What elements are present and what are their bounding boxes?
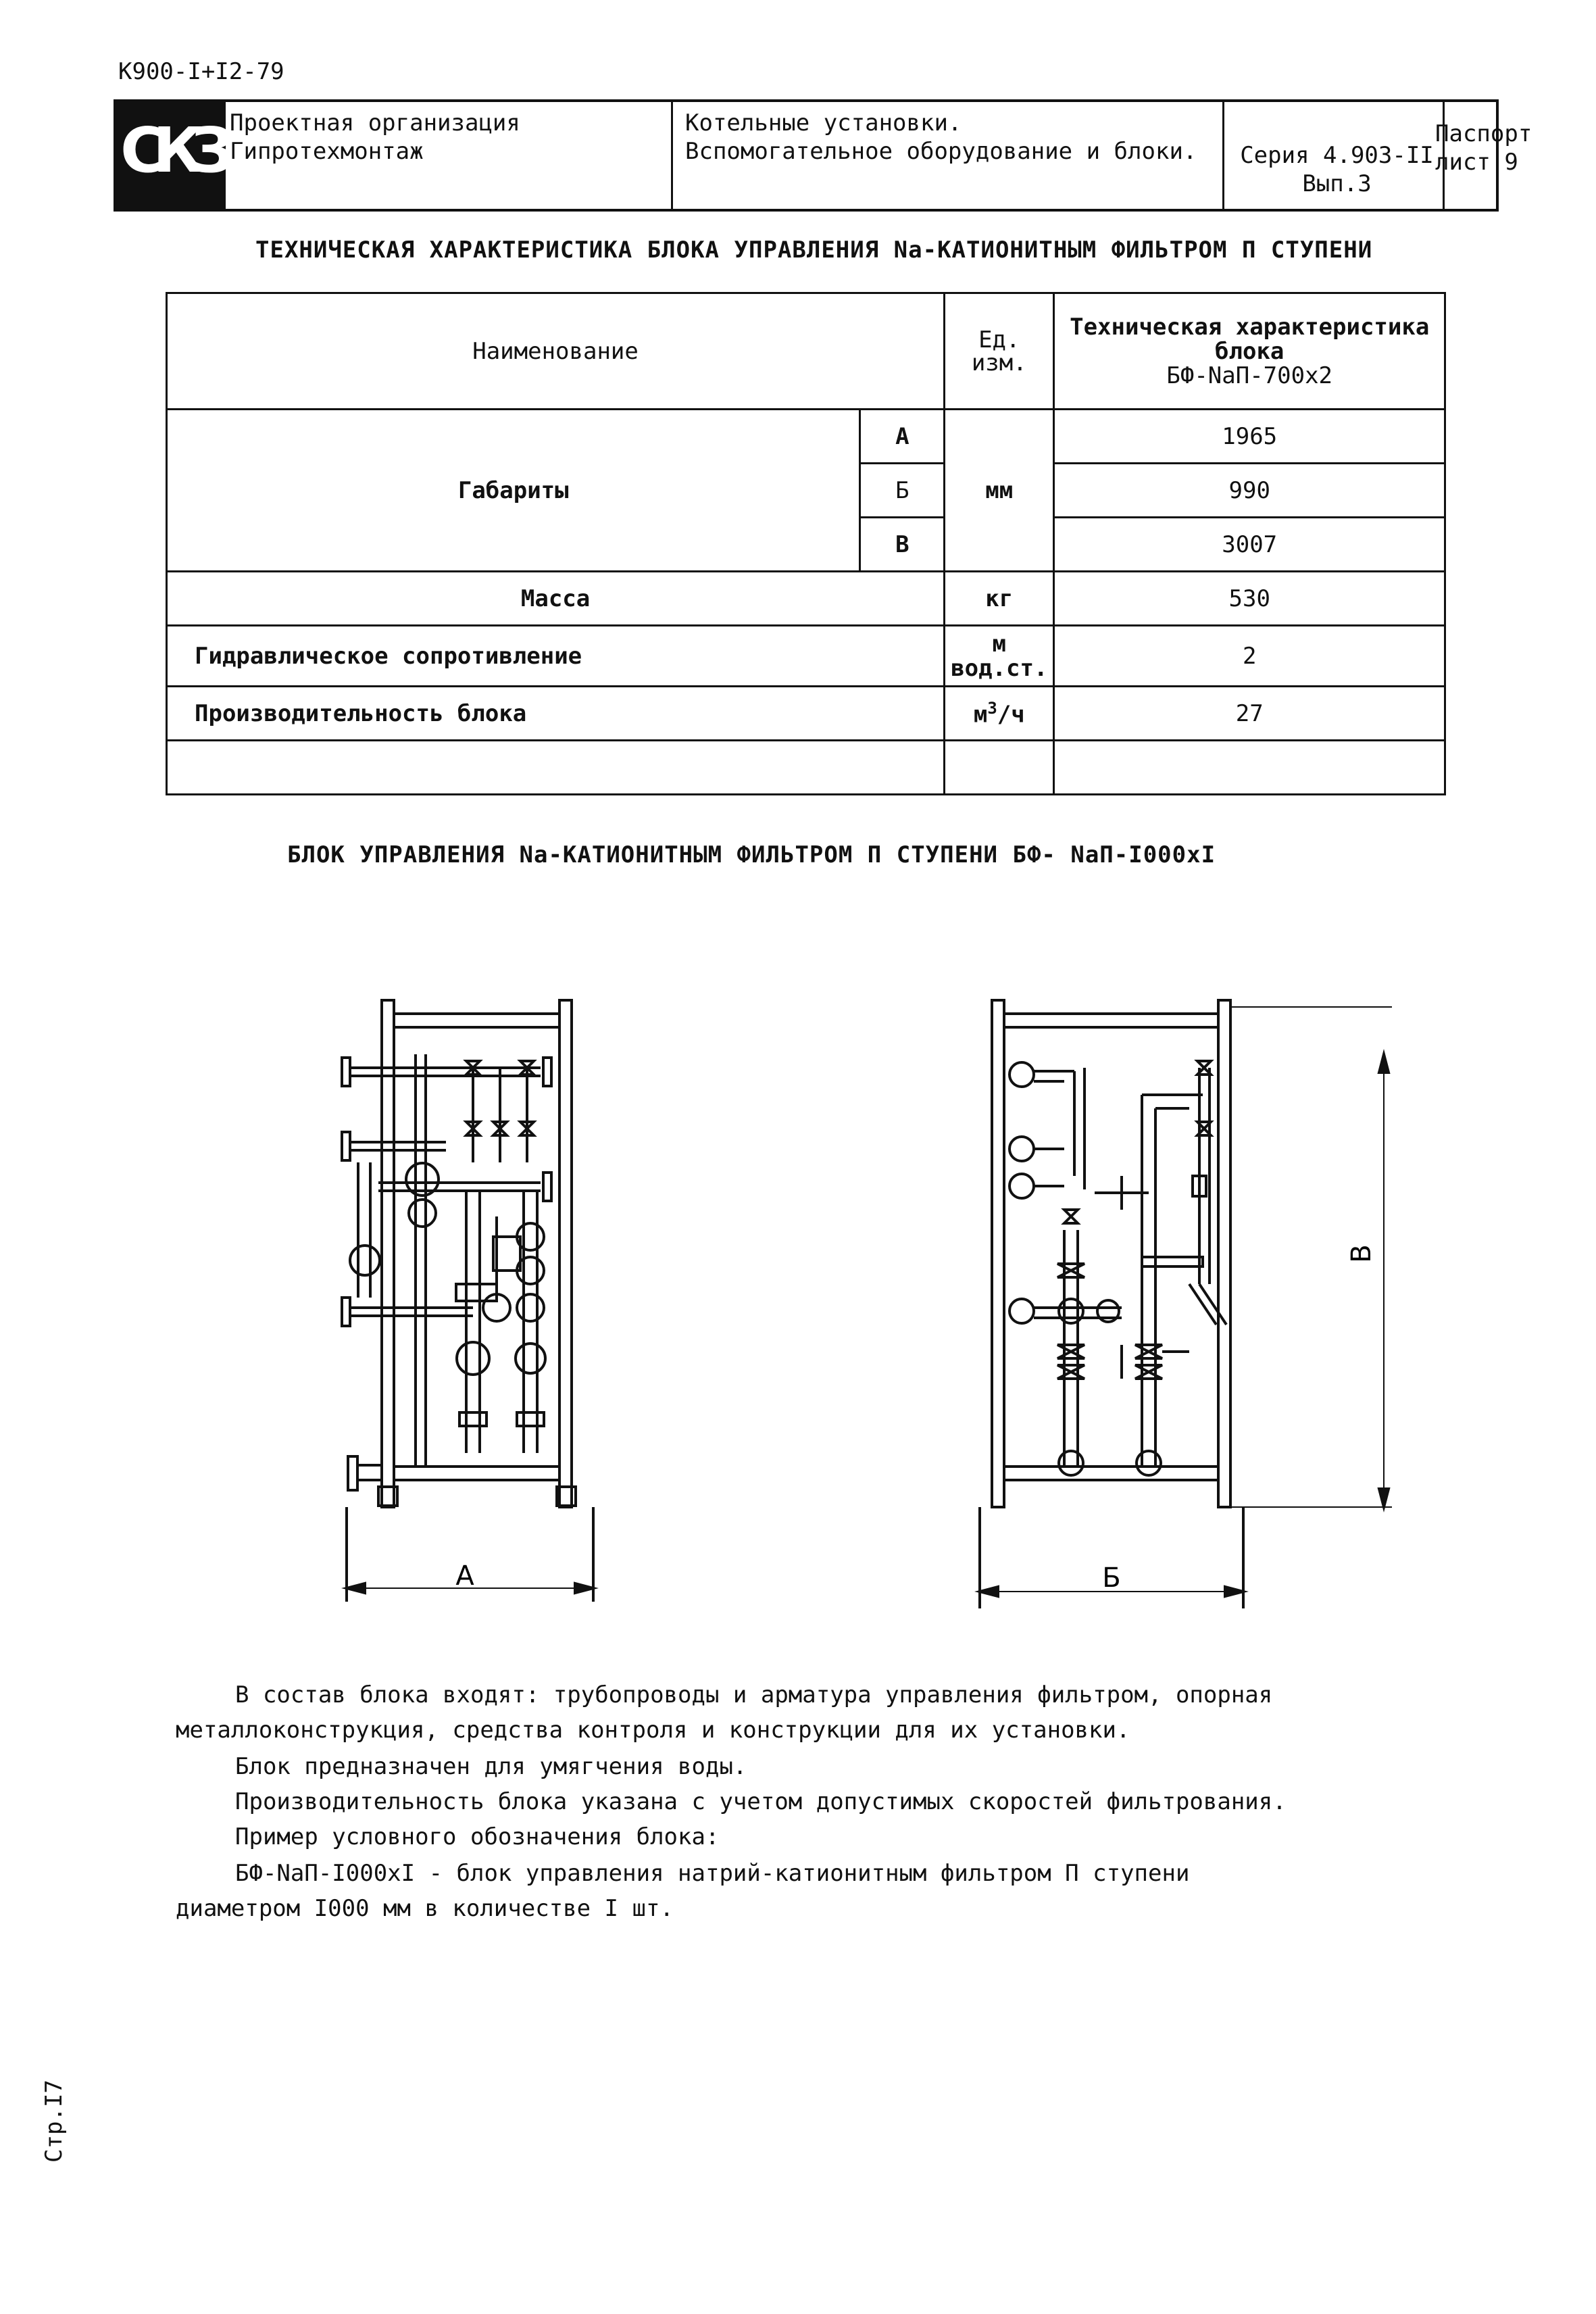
table-row bbox=[167, 626, 1445, 687]
table-header-row bbox=[167, 293, 1445, 410]
table-row bbox=[167, 572, 1445, 626]
dim-value: 3007 bbox=[1054, 518, 1445, 572]
table-row bbox=[167, 410, 1445, 464]
col-unit-header: Ед. изм. bbox=[945, 293, 1054, 410]
hydraulic-label: Гидравлическое сопротивление bbox=[167, 626, 945, 687]
passport-cell bbox=[1435, 120, 1532, 176]
paragraph: Пример условного обозначения блока: bbox=[235, 1823, 720, 1850]
table-title: ТЕХНИЧЕСКАЯ ХАРАКТЕРИСТИКА БЛОКА УПРАВЛЕНИЯ Na-КАТИОНИТНЫМ ФИЛЬТРОМ П СТУПЕНИ bbox=[255, 237, 1373, 264]
mass-value: 530 bbox=[1054, 572, 1445, 626]
passport-line-1: Паспорт bbox=[1435, 120, 1532, 147]
drawing-title: БЛОК УПРАВЛЕНИЯ Na-КАТИОНИТНЫМ ФИЛЬТРОМ П СТУПЕНИ БФ- NaП-I000хI bbox=[287, 841, 1216, 868]
paragraph: Производительность блока указана с учетом допустимых скоростей фильтрования. bbox=[235, 1788, 1287, 1815]
hydraulic-value: 2 bbox=[1054, 626, 1445, 687]
dim-value: 990 bbox=[1054, 464, 1445, 518]
subject-line-2: Вспомогательное оборудование и блоки. bbox=[685, 138, 1197, 165]
hydraulic-unit: м вод.ст. bbox=[945, 626, 1054, 687]
title-block bbox=[114, 99, 1532, 212]
performance-label: Производительность блока bbox=[167, 687, 945, 741]
mass-unit: кг bbox=[945, 572, 1054, 626]
table-row-empty bbox=[167, 741, 1445, 795]
org-cell bbox=[226, 102, 673, 209]
dim-key: Б bbox=[860, 464, 945, 518]
dimension-label-a: А bbox=[455, 1560, 474, 1592]
org-label: Проектная организация bbox=[230, 109, 520, 137]
col-name-header: Наименование bbox=[167, 293, 945, 410]
paragraph: В состав блока входят: трубопроводы и арматура управления фильтром, опорная bbox=[235, 1681, 1273, 1708]
col-spec-header: Техническая характеристика блока БФ-NaП-700х2 bbox=[1054, 293, 1445, 410]
dim-value: 1965 bbox=[1054, 410, 1445, 464]
subject-line-1: Котельные установки. bbox=[685, 109, 962, 137]
dimension-label-b: Б bbox=[1102, 1562, 1121, 1594]
paragraph: диаметром I000 мм в количестве I шт. bbox=[176, 1895, 674, 1922]
logo: С К З bbox=[116, 102, 226, 209]
org-name: Гипротехмонтаж bbox=[230, 138, 424, 165]
block-drawing bbox=[0, 946, 1596, 1635]
series-line-1: Серия 4.903-II bbox=[1240, 142, 1434, 169]
dim-unit: мм bbox=[945, 410, 1054, 572]
series-line-2: Вып.3 bbox=[1302, 170, 1372, 197]
paragraph: Блок предназначен для умягчения воды. bbox=[235, 1753, 747, 1780]
page-number: Стр.I7 bbox=[41, 2079, 68, 2163]
side-view bbox=[980, 1000, 1392, 1608]
gabarity-label: Габариты bbox=[167, 410, 860, 572]
spec-table bbox=[166, 292, 1446, 795]
subject-cell bbox=[673, 102, 1224, 209]
performance-value: 27 bbox=[1054, 687, 1445, 741]
dimension-label-v: В bbox=[1346, 1244, 1377, 1263]
passport-line-2: лист 9 bbox=[1435, 149, 1518, 176]
paragraph: металлоконструкция, средства контроля и конструкции для их установки. bbox=[176, 1717, 1130, 1744]
paragraph: БФ-NaП-I000хI - блок управления натрий-катионитным фильтром П ступени bbox=[235, 1860, 1190, 1887]
performance-unit: $м^3/ч$ bbox=[945, 687, 1054, 741]
dim-key: В bbox=[860, 518, 945, 572]
document-code: К900-I+I2-79 bbox=[118, 58, 284, 85]
table-row bbox=[167, 687, 1445, 741]
front-view bbox=[342, 1000, 593, 1602]
series-cell bbox=[1224, 102, 1445, 209]
dim-key: А bbox=[860, 410, 945, 464]
mass-label: Масса bbox=[167, 572, 945, 626]
